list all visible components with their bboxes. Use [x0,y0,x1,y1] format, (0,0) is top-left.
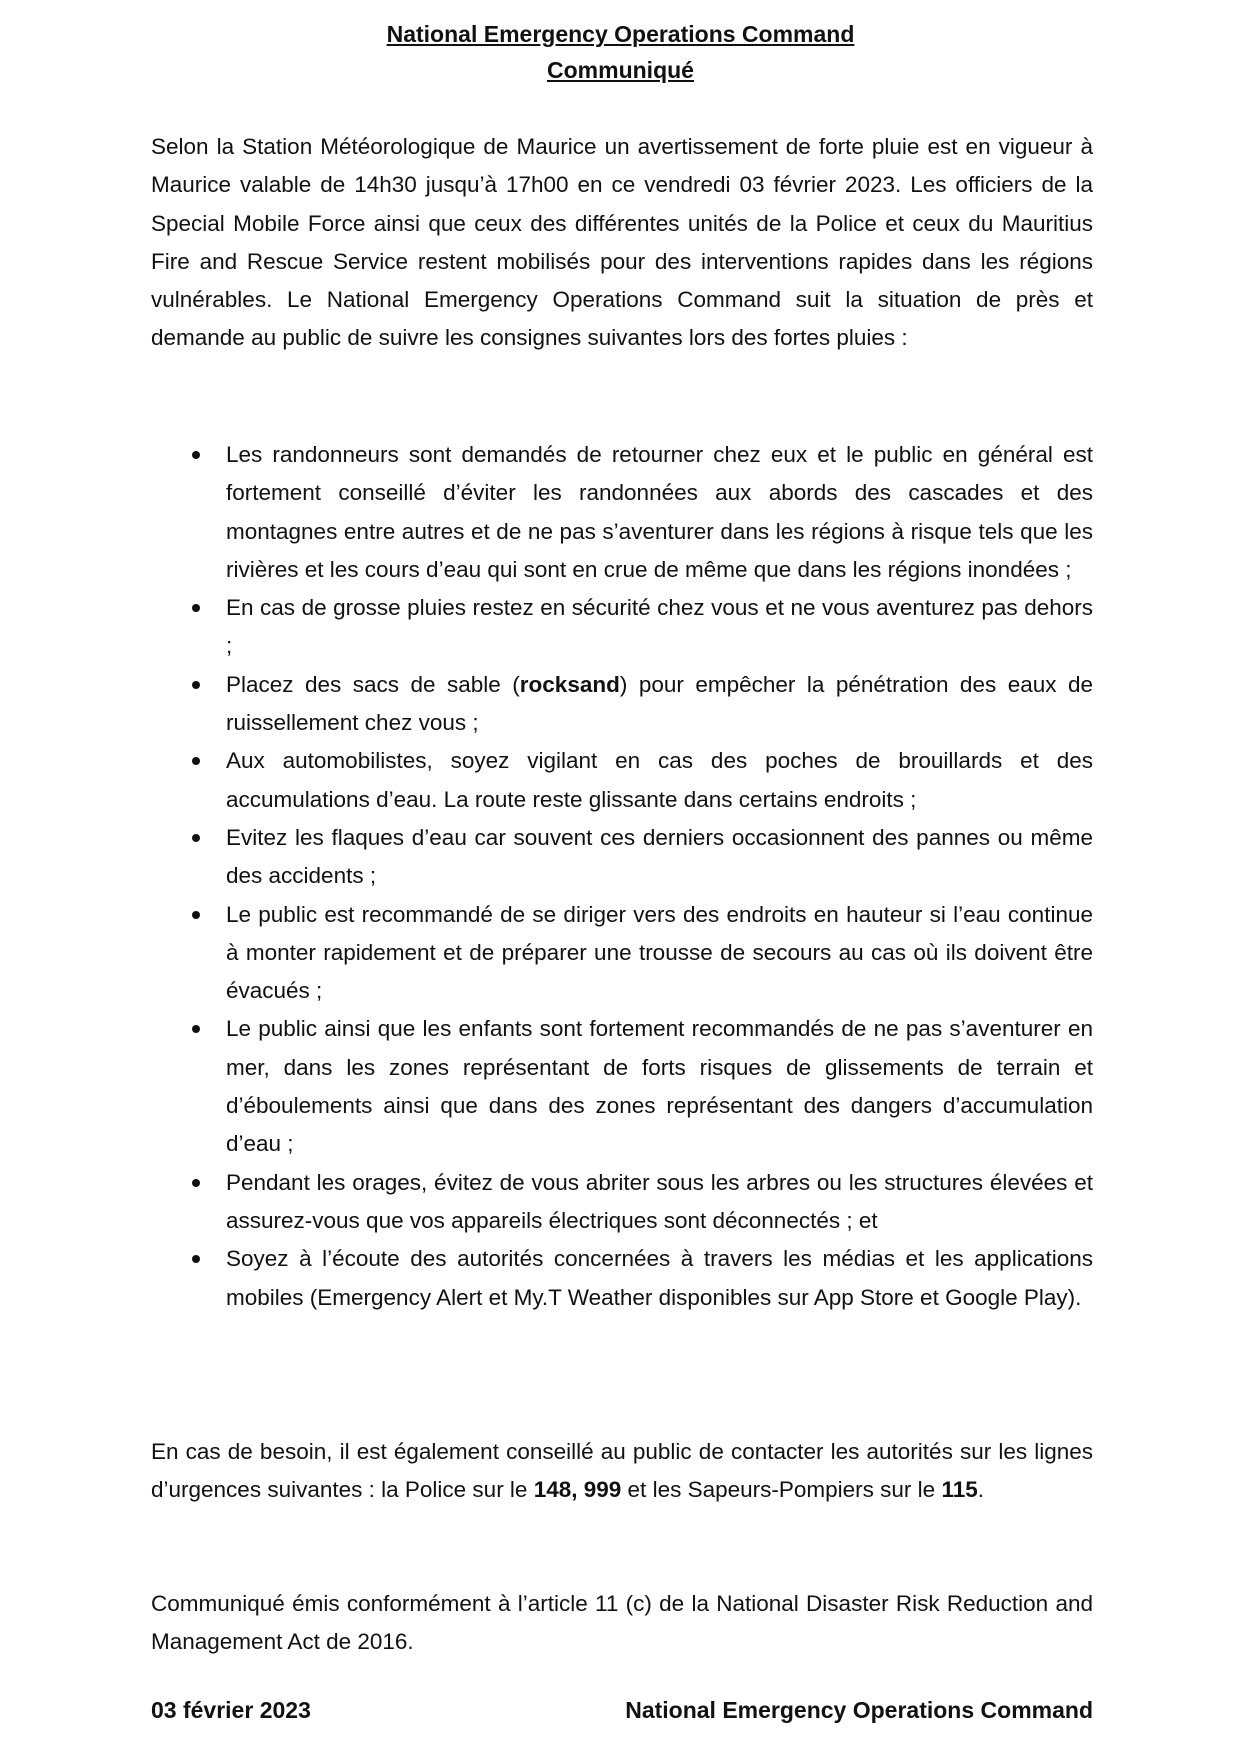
contacts-text-2: et les Sapeurs-Pompiers sur le [621,1477,942,1503]
list-item-text: Soyez à l’écoute des autorités concernées à travers les médias et les applications mobiles (Emergency Alert et My.T Weather disponibles sur App Store et Google Play). [226,1246,1093,1310]
document-subtitle: Communiqué [547,57,694,83]
bullet-icon [192,681,200,689]
list-item [151,1164,1093,1241]
contacts-text-1: En cas de besoin, il est également conseillé au public de contacter les autorités sur les lignes d’urgences suivantes : la Police sur le [151,1439,1093,1503]
safety-instructions-list [151,436,1093,1317]
bullet-icon [192,834,200,842]
police-numbers: 148, 999 [533,1477,622,1503]
bullet-icon [192,1179,200,1187]
document-title: National Emergency Operations Command [386,21,855,47]
emergency-contacts-paragraph [151,1433,1093,1510]
bullet-icon [192,1025,200,1033]
list-item-text: Le public est recommandé de se diriger vers des endroits en hauteur si l’eau continue à monter rapidement et de préparer une trousse de secours au cas où ils doivent être évacués ; [226,901,1093,1004]
list-item [151,742,1093,819]
list-item [151,436,1093,589]
bullet-icon [192,451,200,459]
list-item-text: Pendant les orages, évitez de vous abriter sous les arbres ou les structures élevées et assurez-vous que vos appareils électriques sont déconnectés ; et [226,1169,1093,1233]
list-item-text: En cas de grosse pluies restez en sécurité chez vous et ne vous aventurez pas dehors ; [226,595,1093,659]
bullet-icon [192,604,200,612]
fire-number: 115 [941,1477,978,1503]
list-item [151,896,1093,1011]
list-item [151,819,1093,896]
list-item [151,1010,1093,1163]
list-item-text: Aux automobilistes, soyez vigilant en cas des poches de brouillards et des accumulations d’eau. La route reste glissante dans certains endroits ; [226,748,1093,812]
contacts-text-3: . [977,1477,985,1503]
legal-basis-paragraph: Communiqué émis conformément à l’article 11 (c) de la National Disaster Risk Reduction and Management Act de 2016. [151,1591,1093,1655]
list-item-text: Le public ainsi que les enfants sont fortement recommandés de ne pas s’aventurer en mer, dans les zones représentant de forts risques de glissements de terrain et d’éboulements ainsi que dans des zones représentant des dangers d’accumulation d’eau ; [226,1016,1093,1157]
list-item [151,1240,1093,1317]
document-header [0,16,1241,88]
intro-paragraph: Selon la Station Météorologique de Maurice un avertissement de forte pluie est en vigueur à Maurice valable de 14h30 jusqu’à 17h00 en ce vendredi 03 février 2023. Les officiers de la Special Mobile Force ainsi que ceux des différentes unités de la Police et ceux du Mauritius Fire and Rescue Service restent mobilisés pour des interventions rapides dans les régions vulnérables. Le National Emergency Operations Command suit la situation de près et demande au public de suivre les consignes suivantes lors des fortes pluies : [151,134,1093,351]
list-item [151,589,1093,666]
list-item [151,666,1093,743]
list-item-text-after: ) pour empêcher la pénétration des eaux de ruissellement chez vous ; [226,671,1093,736]
list-item-text: Evitez les flaques d’eau car souvent ces derniers occasionnent des pannes ou même des accidents ; [226,824,1093,889]
document-subtitle-line [0,52,1241,88]
list-item-text: Les randonneurs sont demandés de retourner chez eux et le public en général est fortement conseillé d’éviter les randonnées aux abords des cascades et des montagnes entre autres et de ne pas s’aventurer dans les régions à risque tels que les rivières et les cours d’eau qui sont en crue de même que dans les régions inondées ; [226,442,1093,582]
issuing-authority: National Emergency Operations Command [625,1697,1093,1723]
list-item-text-before: Placez des sacs de sable ( [226,671,520,697]
bullet-icon [192,911,200,919]
bullet-icon [192,757,200,765]
document-title-line [0,16,1241,52]
bullet-icon [192,1255,200,1263]
rocksand-emphasis: rocksand [519,671,620,697]
issue-date: 03 février 2023 [151,1697,311,1723]
